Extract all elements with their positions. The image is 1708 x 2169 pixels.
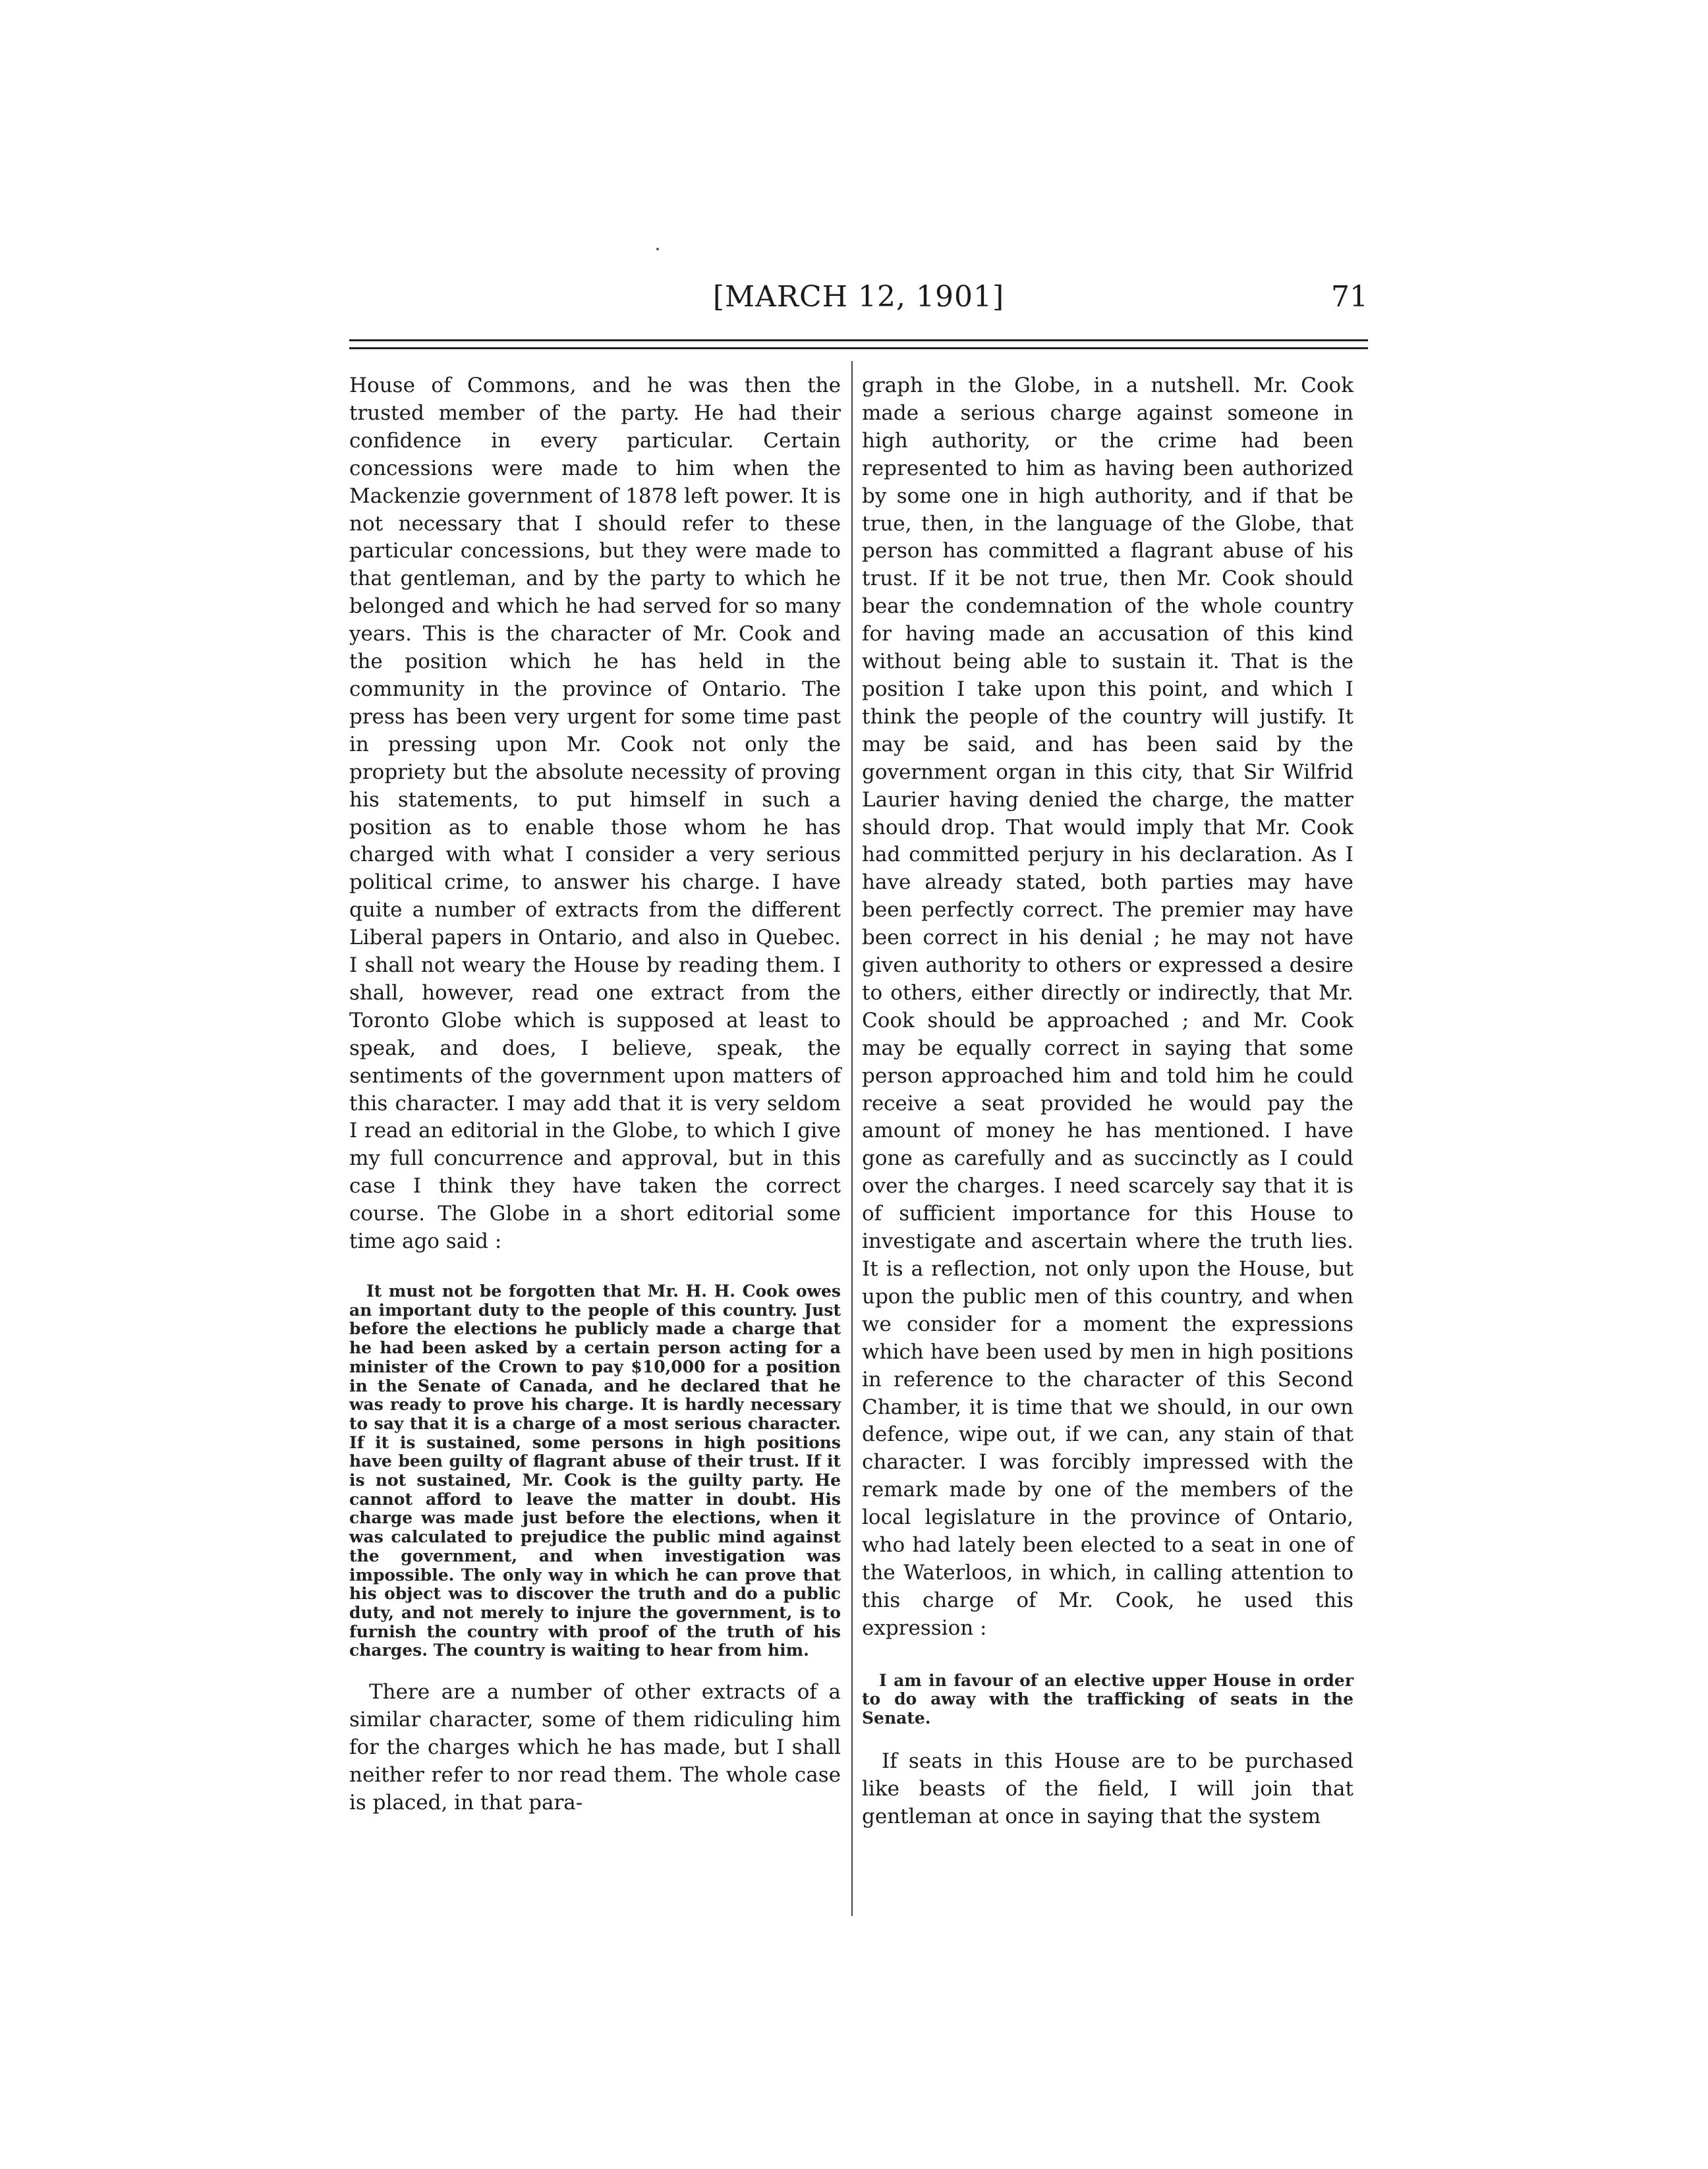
column-divider	[851, 361, 853, 1916]
header-rule-top	[349, 339, 1368, 341]
right-quoted-extract: I am in favour of an elective upper House in order to do away with the trafficking of seats in the Senate.	[862, 1670, 1353, 1728]
speck-mark	[656, 248, 659, 250]
left-column	[349, 372, 841, 1817]
right-paragraph-2: If seats in this House are to be purchased like beasts of the field, I will join that gentleman at once in saying that the system	[862, 1749, 1353, 1828]
page-header	[349, 280, 1368, 326]
header-date: [MARCH 12, 1901]	[712, 280, 1005, 314]
left-quoted-extract: It must not be forgotten that Mr. H. H. Cook owes an important duty to the people of this country. Just before the elections he publicly made a charge that he had been asked by a certain person acting for a minister of the Crown to pay $10,000 for a position in the Senate of Canada, and he declared that he was ready to prove his charge. It is hardly necessary to say that it is a charge of a most serious character. If it is sustained, some persons in high positions have been guilty of flagrant abuse of their trust. If it is not sustained, Mr. Cook is the guilty party. He cannot afford to leave the matter in doubt. His charge was made just before the elections, when it was calculated to prejudice the public mind against the government, and when investigation was impossible. The only way in which he can prove that his object was to discover the truth and do a public duty, and not merely to injure the government, is to furnish the country with proof of the truth of his charges. The country is waiting to hear from him.	[349, 1282, 841, 1660]
header-rule-bottom	[349, 347, 1368, 349]
right-paragraph-1: graph in the Globe, in a nutshell. Mr. Cook made a serious charge against someone in high authority, or the crime had been represented to him as having been authorized by some one in high authority, and if that be true, then, in the language of the Globe, that person has committed a flagrant abuse of his trust. If it be not true, then Mr. Cook should bear the condemnation of the whole country for having made an accusation of this kind without being able to sustain it. That is the position I take upon this point, and which I think the people of the country will justify. It may be said, and has been said by the government organ in this city, that Sir Wilfrid Laurier having denied the charge, the matter should drop. That would imply that Mr. Cook had committed perjury in his declaration. As I have already stated, both parties may have been perfectly correct. The premier may have been correct in his denial ; he may not have given authority to others or expressed a desire to others, either directly or indirectly, that Mr. Cook should be approached ; and Mr. Cook may be equally correct in saying that some person approached him and told him he could receive a seat provided he would pay the amount of money he has mentioned. I have gone as carefully and as succinctly as I could over the charges. I need scarcely say that it is of sufficient importance for this House to investigate and ascertain where the truth lies. It is a reflection, not only upon the House, but upon the public men of this country, and when we consider for a moment the expressions which have been used by men in high positions in reference to the character of this Second Chamber, it is time that we should, in our own defence, wipe out, if we can, any stain of that character. I was forcibly impressed with the remark made by one of the members of the local legislature in the province of Ontario, who had lately been elected to a seat in one of the Waterloos, in which, in calling attention to this charge of Mr. Cook, he used this expression :	[862, 374, 1353, 1640]
left-paragraph-2: There are a number of other extracts of a similar character, some of them ridiculing him for the charges which he has made, but I shall neither refer to nor read them. The whole case is placed, in that para-	[349, 1680, 841, 1815]
page-number: 71	[1331, 280, 1368, 314]
right-column	[862, 372, 1353, 1831]
left-paragraph-1: House of Commons, and he was then the trusted member of the party. He had their confidence in every particular. Certain concessions were made to him when the Mackenzie government of 1878 left power. It is not necessary that I should refer to these particular concessions, but they were made to that gentleman, and by the party to which he belonged and which he had served for so many years. This is the character of Mr. Cook and the position which he has held in the community in the province of Ontario. The press has been very urgent for some time past in pressing upon Mr. Cook not only the propriety but the absolute necessity of proving his statements, to put himself in such a position as to enable those whom he has charged with what I consider a very serious political crime, to answer his charge. I have quite a number of extracts from the different Liberal papers in Ontario, and also in Quebec. I shall not weary the House by reading them. I shall, however, read one extract from the Toronto Globe which is supposed at least to speak, and does, I believe, speak, the sentiments of the government upon matters of this character. I may add that it is very seldom I read an editorial in the Globe, to which I give my full concurrence and approval, but in this case I think they have taken the correct course. The Globe in a short editorial some time ago said :	[349, 374, 841, 1254]
